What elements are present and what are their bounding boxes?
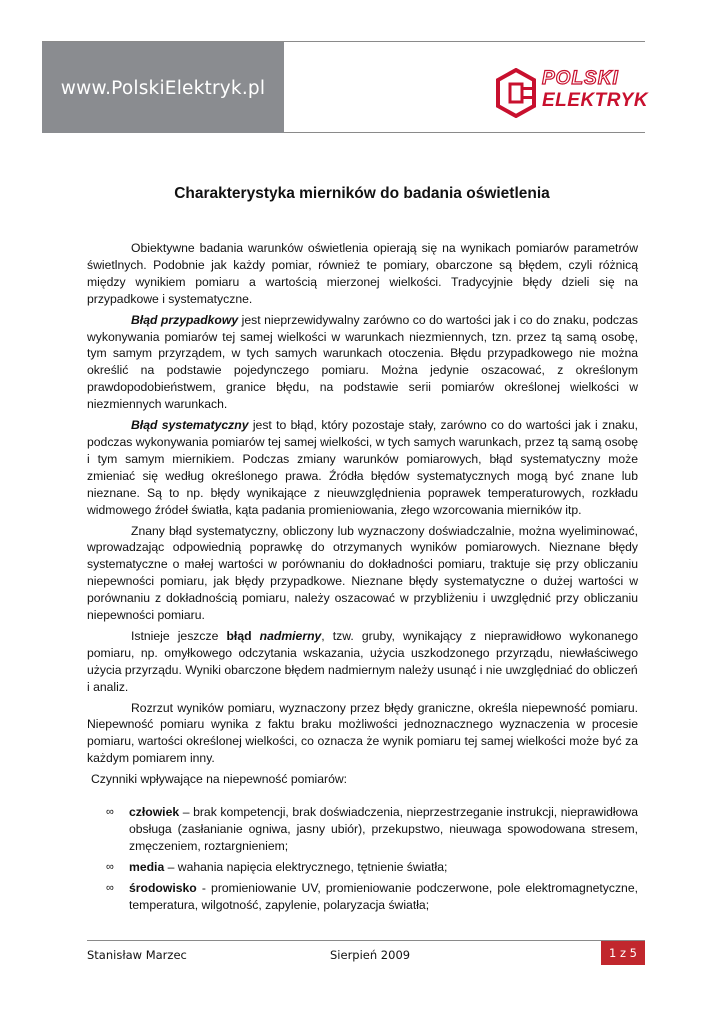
factor-text: - promieniowanie UV, promieniowanie podczerwone, pole elektromagnetyczne, temperatura, wilgotność, zapylenie, polaryzacja światła; bbox=[129, 880, 638, 912]
header-banner bbox=[42, 42, 284, 133]
footer-rule bbox=[87, 940, 645, 941]
factor-term: środowisko bbox=[129, 880, 197, 895]
infinity-bullet-icon: ∞ bbox=[106, 806, 114, 819]
paragraph-gross-error-text: , tzw. gruby, wynikający z nieprawidłowo wykonanego pomiaru, np. omyłkowego odczytania wskazania, użycia uszkodzonego przyrządu, niewłaściwego użycia przyrządu. Wyniki obarczone błędem nadmiernym należy usunąć i nie uwzględniać do obliczeń bbox=[87, 628, 638, 677]
paragraph-gross-error bbox=[87, 628, 638, 679]
paragraph-uncertainty: Rozrzut wyników pomiaru, wyznaczony przez błędy graniczne, określa niepewność pomiaru. Niepewność pomiaru wynika z faktu braku możliwości jednoznacznego wyznaczenia w procesie pomiaru, wartości określonej wielkości, co oznacza że wynik pomiaru tej samej wielkości może być za każdym pomiarem inny. bbox=[87, 700, 638, 766]
term-gross-error: nadmierny bbox=[259, 628, 322, 643]
footer-author: Stanisław Marzec bbox=[87, 948, 187, 962]
plug-logo-icon bbox=[496, 68, 542, 118]
paragraph-random-error bbox=[87, 312, 638, 413]
page-title: Charakterystyka mierników do badania oświetlenia bbox=[174, 185, 550, 202]
paragraph-gross-error-tail: i analiz. bbox=[87, 679, 129, 694]
term-systematic-error: Błąd systematyczny bbox=[131, 418, 249, 433]
paragraph-random-error-text: jest nieprzewidywalny zarówno co do wartości jak i co do znaku, podczas wykonywania pomiarów tej samej wielkości w warunkach niezmiennych, tzn. przez tą samą osobę, tym samym przyrządem, w tych samych warunkach otoczenia. Błędu przypadkowego nie można określić na podstawie pojedynczego pomiaru. Można jedynie oszacować, z określonym prawdopodobieństwem, granice błędu, na podstawie serii pomiarów określonej wielkości w niezmiennych warunkach. bbox=[87, 312, 638, 412]
paragraph-systematic-error-text: jest to błąd, który pozostaje stały, zarówno co do wartości jak i znaku, podczas wykonywania pomiarów tej samej wielkości, w tych samych warunkach, przez tą samą osobę i tym samym miernikiem. Podczas zmiany warunków pomiarowych, błąd systematyczny może zmieniać się według określonego prawa. Źródła błędów systematycznych mogą być znane lub nieznane. Są to np. błędy wynikające z nieuwzględnienia poprawek temperaturowych, rozkładu widmowego źródeł światła, kąta padania promieniowania, złego wzorcowania mierników itp. bbox=[87, 418, 639, 517]
paragraph-known-error: Znany błąd systematyczny, obliczony lub wyznaczony doświadczalnie, można wyeliminować, wprowadzając odpowiednią poprawkę do otrzymanych wyników pomiarowych. Nieznane błędy systematyczne o małej wartości w porównaniu do dokładności pomiaru, traktuje się przy obliczaniu niepewności pomiaru, jak błędy przypadkowe. Nieznane błędy systematyczne o dużej wartości w porównaniu z dokładnością pomiaru, należy oszacować w przybliżeniu i uwzględnić przy obliczaniu niepewności pomiaru. bbox=[87, 523, 638, 623]
header-bottom-rule bbox=[284, 132, 645, 133]
list-item bbox=[87, 804, 638, 855]
paragraph-systematic-error bbox=[87, 417, 638, 518]
factor-text: – brak kompetencji, brak doświadczenia, nieprzestrzeganie instrukcji, nieprawidłowa obsługa (zasłanianie ogniwa, jasny ubiór), przekupstwo, nieuwaga spowodowana stresem, zmęczeniem, roztargnieniem; bbox=[129, 805, 638, 853]
logo-text-elektryk: ELEKTRYK bbox=[542, 90, 649, 111]
footer-date: Sierpień 2009 bbox=[330, 948, 411, 962]
factors-list bbox=[87, 804, 638, 913]
term-error-word: błąd bbox=[226, 628, 260, 643]
logo-text-polski: POLSKI bbox=[542, 68, 619, 89]
document-body bbox=[87, 240, 638, 918]
factor-text: – wahania napięcia elektrycznego, tętnienie światła; bbox=[164, 859, 448, 874]
paragraph-gross-error-lead: Istnieje jeszcze bbox=[131, 628, 227, 643]
term-random-error: Błąd przypadkowy bbox=[131, 312, 239, 327]
paragraph-factors-heading: Czynniki wpływające na niepewność pomiarów: bbox=[91, 772, 348, 787]
polski-elektryk-logo bbox=[496, 68, 649, 118]
list-item bbox=[87, 859, 638, 876]
factor-term: media bbox=[129, 859, 165, 874]
infinity-bullet-icon: ∞ bbox=[106, 881, 114, 894]
factor-term: człowiek bbox=[129, 805, 180, 820]
site-url[interactable]: www.PolskiElektryk.pl bbox=[60, 78, 266, 99]
paragraph-intro: Obiektywne badania warunków oświetlenia opierają się na wynikach pomiarów parametrów świetlnych. Podobnie jak każdy pomiar, również te pomiary, obarczone są błędem, czyli różnicą między wynikiem pomiaru a wartością mierzonej wielkości. Tradycyjnie błędy dzieli się na przypadkowe i systematyczne. bbox=[87, 241, 638, 306]
page-number-badge: 1 z 5 bbox=[601, 941, 645, 965]
list-item bbox=[87, 880, 638, 914]
infinity-bullet-icon: ∞ bbox=[106, 860, 114, 873]
